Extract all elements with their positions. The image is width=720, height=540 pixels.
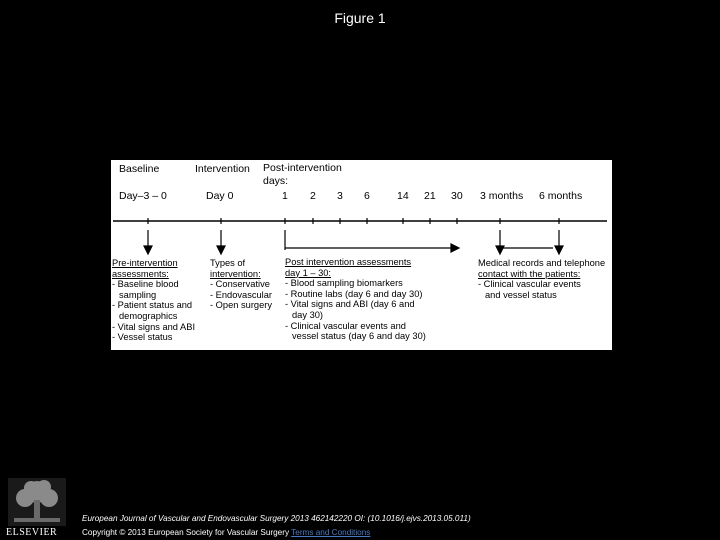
list-item: - Clinical vascular events — [478, 279, 581, 290]
list-item: - Baseline blood — [112, 279, 179, 290]
citation-line — [82, 514, 471, 523]
list-item: - Vital signs and ABI (day 6 and — [285, 299, 415, 310]
list-item: sampling — [119, 289, 157, 300]
list-item: - Clinical vascular events and — [285, 320, 406, 331]
types-of-intervention-box — [210, 258, 272, 311]
label-6-months: 6 months — [539, 190, 583, 202]
pre-title-2: assessments: — [112, 268, 169, 279]
copyright-text: Copyright © 2013 European Society for Vascular Surgery — [82, 528, 292, 537]
label-day-14: 14 — [397, 190, 409, 202]
types-title-1: Types of — [210, 258, 246, 268]
label-day-1: 1 — [282, 190, 288, 202]
terms-link[interactable]: Terms and Conditions — [291, 528, 371, 537]
pre-title-1: Pre-intervention — [112, 258, 178, 268]
elsevier-wordmark: ELSEVIER — [6, 527, 58, 538]
types-title-2: intervention: — [210, 268, 261, 279]
list-item: - Open surgery — [210, 300, 273, 311]
list-item: vessel status (day 6 and day 30) — [292, 331, 426, 342]
header-baseline: Baseline — [119, 163, 160, 175]
list-item: and vessel status — [485, 289, 557, 300]
label-day-21: 21 — [424, 190, 436, 202]
post-title-1: Post intervention assessments — [285, 257, 412, 267]
label-day-6: 6 — [364, 190, 370, 202]
copyright-line — [82, 528, 370, 537]
list-item: demographics — [119, 310, 178, 321]
pre-intervention-box — [112, 258, 195, 343]
follow-up-box — [478, 258, 605, 300]
list-item: - Blood sampling biomarkers — [285, 278, 403, 289]
post-title-2: day 1 – 30: — [285, 267, 332, 278]
label-day-30: 30 — [451, 190, 463, 202]
followup-title-1: Medical records and telephone — [478, 258, 606, 268]
list-item: day 30) — [292, 309, 324, 320]
list-item: - Routine labs (day 6 and day 30) — [285, 288, 423, 299]
list-item: - Vessel status — [112, 332, 173, 343]
slide-title: Figure 1 — [334, 10, 386, 26]
label-day-range: Day–3 – 0 — [119, 190, 167, 202]
list-item: - Patient status and — [112, 300, 193, 311]
list-item: - Vital signs and ABI — [112, 321, 196, 332]
study-timeline-figure — [111, 160, 612, 350]
header-post-intervention: Post-intervention — [263, 162, 342, 174]
post-intervention-box — [285, 257, 426, 342]
list-item: - Endovascular — [210, 289, 273, 300]
label-day-0: Day 0 — [206, 190, 234, 202]
label-day-2: 2 — [310, 190, 316, 202]
journal-citation: European Journal of Vascular and Endovascular Surgery 2013 462142220 OI: (10.1016/j.ejvs.2013.05.011) — [82, 514, 471, 523]
label-day-3: 3 — [337, 190, 343, 202]
header-post-days: days: — [263, 175, 289, 187]
followup-title-2: contact with the patients: — [478, 268, 581, 279]
label-3-months: 3 months — [480, 190, 524, 202]
header-intervention: Intervention — [195, 163, 250, 175]
list-item: - Conservative — [210, 279, 270, 290]
